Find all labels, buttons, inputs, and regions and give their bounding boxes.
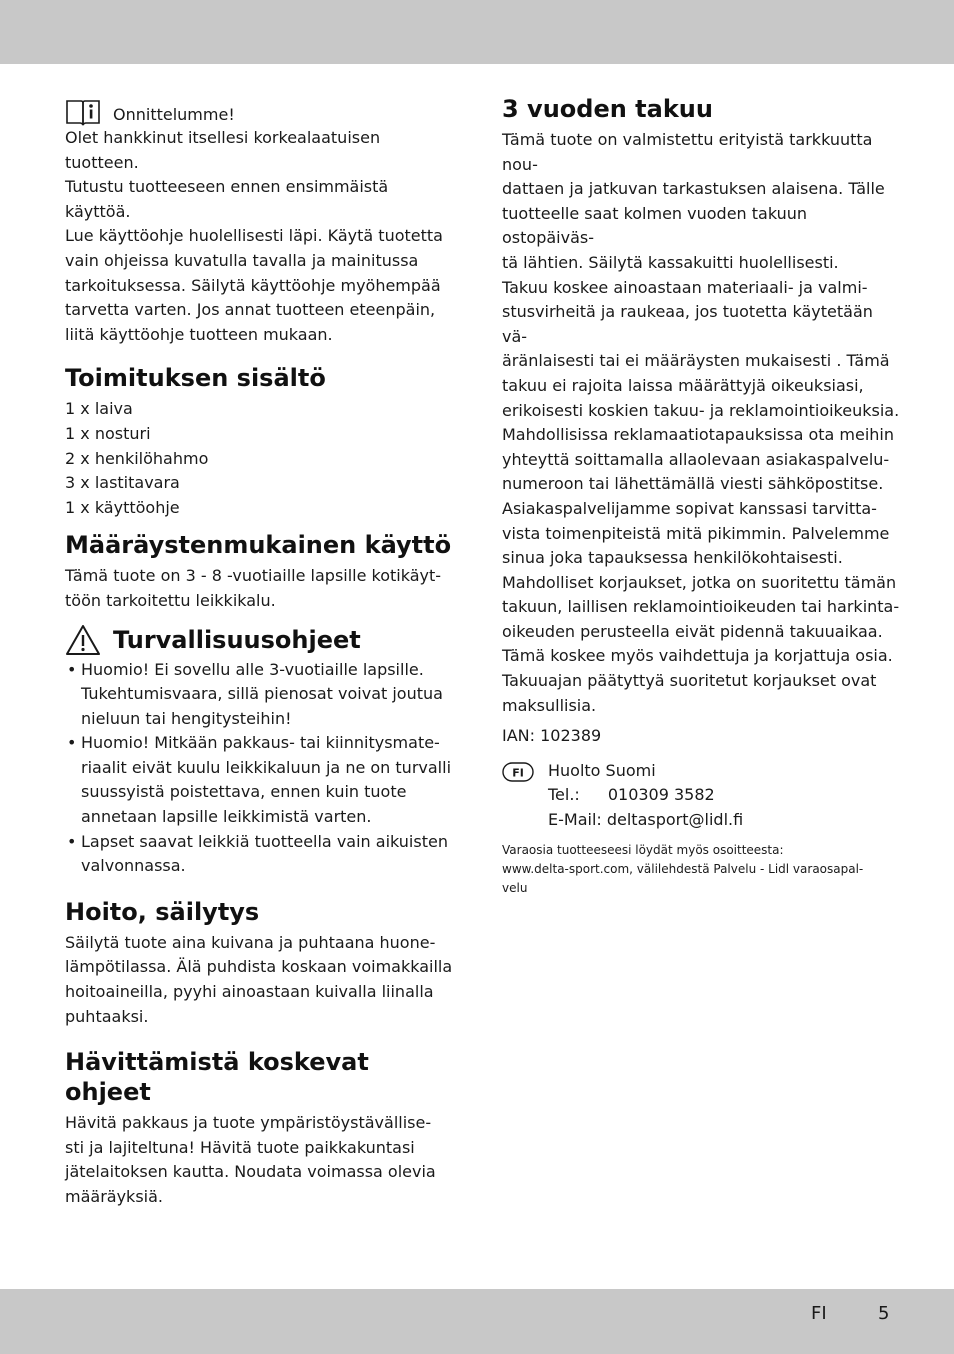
intro-line: tarkoituksessa. Säilytä käyttöohje myöhempää xyxy=(65,275,441,295)
intro-line: tarvetta varten. Jos annat tuotteen eteenpäin, xyxy=(65,300,436,320)
care-text xyxy=(65,931,455,1029)
text-line: valvonnassa. xyxy=(81,856,186,876)
intro-line: Tutustu tuotteeseen ennen ensimmäistä käyttöä. xyxy=(65,177,389,221)
intro-line: Olet hankkinut itsellesi korkealaatuisen tuotteen. xyxy=(65,128,381,172)
list-item: 3 x lastitavara xyxy=(65,473,180,493)
text-line: Tämä tuote on 3 - 8 -vuotiaille lapsille kotikäyt- xyxy=(65,566,442,586)
text-line: maksullisia. xyxy=(502,695,597,715)
care-title: Hoito, säilytys xyxy=(65,897,260,926)
text-line: annetaan lapsille leikkimistä varten. xyxy=(81,807,372,827)
text-line: tä lähtien. Säilytä kassakuitti huolellisesti. xyxy=(502,252,839,272)
service-name: Huolto Suomi xyxy=(548,760,656,780)
list-item: 2 x henkilöhahmo xyxy=(65,448,209,468)
text-line: www.delta-sport.com, välilehdestä Palvelu - Lidl varaosapal- xyxy=(502,861,864,876)
country-badge-icon xyxy=(502,762,534,782)
text-line: • Lapset saavat leikkiä tuotteella vain aikuisten xyxy=(81,831,448,851)
right-column xyxy=(502,94,902,898)
delivery-title: Toimituksen sisältö xyxy=(65,364,326,393)
text-line: suussyistä poistettava, ennen kuin tuote xyxy=(81,782,407,802)
text-line: jätelaitoksen kautta. Noudata voimassa olevia xyxy=(65,1162,436,1182)
text-line: vista toimenpiteistä mitä pikimmin. Palvelemme xyxy=(502,523,890,543)
text-line: Mahdollisissa reklamaatiotapauksissa ota meihin xyxy=(502,425,895,445)
footer-language: FI xyxy=(811,1303,827,1324)
text-line: tuotteelle saat kolmen vuoden takuun ostopäiväs- xyxy=(502,203,808,248)
text-line: nieluun tai hengitysteihin! xyxy=(81,708,292,728)
text-line: takuu ei rajoita laissa määrättyjä oikeuksiasi, xyxy=(502,375,864,395)
text-line: määräyksiä. xyxy=(65,1187,163,1206)
text-line: äränlaisesti tai ei määräysten mukaisesti . Tämä xyxy=(502,351,890,371)
text-line: hoitoaineilla, pyyhi ainoastaan kuivalla liinalla xyxy=(65,982,434,1002)
safety-list xyxy=(65,658,455,879)
intro-line: Lue käyttöohje huolellisesti läpi. Käytä tuotetta xyxy=(65,226,443,246)
disposal-text xyxy=(65,1111,455,1209)
text-line: erikoisesti koskien takuu- ja reklamointioikeuksia. xyxy=(502,400,900,420)
text-line: puhtaaksi. xyxy=(65,1006,149,1026)
list-item xyxy=(65,658,455,732)
delivery-list xyxy=(65,397,455,520)
text-line: oikeuden perusteella eivät pidennä takuuaikaa. xyxy=(502,621,883,641)
warranty-text xyxy=(502,128,902,718)
disposal-title: Hävittämistä koskevat ohjeet xyxy=(65,1048,369,1107)
text-line: Tämä koskee myös vaihdettuja ja korjattuja osia. xyxy=(502,646,893,666)
intended-use-text xyxy=(65,564,455,613)
warning-triangle-icon xyxy=(65,624,101,656)
text-line: sti ja lajiteltuna! Hävitä tuote paikkakuntasi xyxy=(65,1137,415,1157)
text-line: stusvirheitä ja raukeaa, jos tuotetta käytetään vä- xyxy=(502,302,873,346)
service-email: E-Mail: deltasport@lidl.fi xyxy=(548,810,744,830)
spare-parts-note xyxy=(502,841,902,898)
text-line: Tukehtumisvaara, sillä pienosat voivat joutua xyxy=(81,684,443,704)
list-item xyxy=(65,830,455,879)
list-item: 1 x käyttöohje xyxy=(65,497,180,517)
text-line: Säilytä tuote aina kuivana ja puhtaana huone- xyxy=(65,932,436,952)
text-line: Mahdolliset korjaukset, jotka on suoritettu tämän xyxy=(502,572,897,592)
text-line: Hävitä pakkaus ja tuote ympäristöystävällise- xyxy=(65,1113,432,1133)
list-item: 1 x laiva xyxy=(65,399,133,419)
header-band xyxy=(0,0,954,64)
left-column xyxy=(65,96,455,1210)
text-line: yhteyttä soittamalla allaolevaan asiakaspalvelu- xyxy=(502,449,890,469)
list-item: 1 x nosturi xyxy=(65,423,151,443)
text-line: Takuuajan päätyttyä suoritetut korjaukset ovat xyxy=(502,671,877,691)
text-line: • Huomio! Mitkään pakkaus- tai kiinnitysmate- xyxy=(81,733,440,753)
intro-line: vain ohjeissa kuvatulla tavalla ja mainitussa xyxy=(65,250,419,270)
intro-text xyxy=(65,126,455,347)
safety-heading-row xyxy=(65,624,455,656)
text-line: riaalit eivät kuulu leikkikaluun ja ne on turvalli xyxy=(81,757,452,777)
warranty-title: 3 vuoden takuu xyxy=(502,95,713,123)
service-phone xyxy=(548,783,743,808)
text-line: Tämä tuote on valmistettu erityistä tarkkuutta nou- xyxy=(502,130,873,174)
list-item xyxy=(65,731,455,829)
info-book-icon xyxy=(65,98,101,126)
text-line: töön tarkoitettu leikkikalu. xyxy=(65,590,276,610)
text-line: Takuu koskee ainoastaan materiaali- ja valmi- xyxy=(502,277,868,297)
intro-heading-row xyxy=(65,96,455,126)
text-line: lämpötilassa. Älä puhdista koskaan voimakkailla xyxy=(65,957,453,977)
text-line: numeroon tai lähettämällä viesti sähköpostitse. xyxy=(502,474,884,494)
ian-number: IAN: 102389 xyxy=(502,726,602,746)
text-line: Asiakaspalvelijamme sopivat kanssasi tarvitta- xyxy=(502,498,877,518)
text-line: velu xyxy=(502,880,528,895)
tel-value: 010309 3582 xyxy=(607,785,715,805)
text-line: • Huomio! Ei sovellu alle 3-vuotiaille lapsille. xyxy=(81,659,424,679)
text-line: takuun, laillisen reklamointioikeuden tai harkinta- xyxy=(502,597,900,617)
intro-line: liitä käyttöohje tuotteen mukaan. xyxy=(65,324,333,344)
intended-use-title: Määräystenmukainen käyttö xyxy=(65,531,452,560)
service-contact xyxy=(502,759,902,833)
page-number: 5 xyxy=(878,1303,890,1324)
country-badge-label: FI xyxy=(512,766,524,780)
intro-heading: Onnittelumme! xyxy=(113,105,235,124)
safety-title: Turvallisuusohjeet xyxy=(113,625,361,654)
text-line: dattaen ja jatkuvan tarkastuksen alaisena. Tälle xyxy=(502,179,885,199)
service-details xyxy=(548,759,743,833)
text-line: Varaosia tuotteeseesi löydät myös osoitteesta: xyxy=(502,842,784,857)
text-line: sinua joka tapauksessa henkilökohtaisesti. xyxy=(502,548,843,568)
tel-label: Tel.: xyxy=(548,785,580,805)
